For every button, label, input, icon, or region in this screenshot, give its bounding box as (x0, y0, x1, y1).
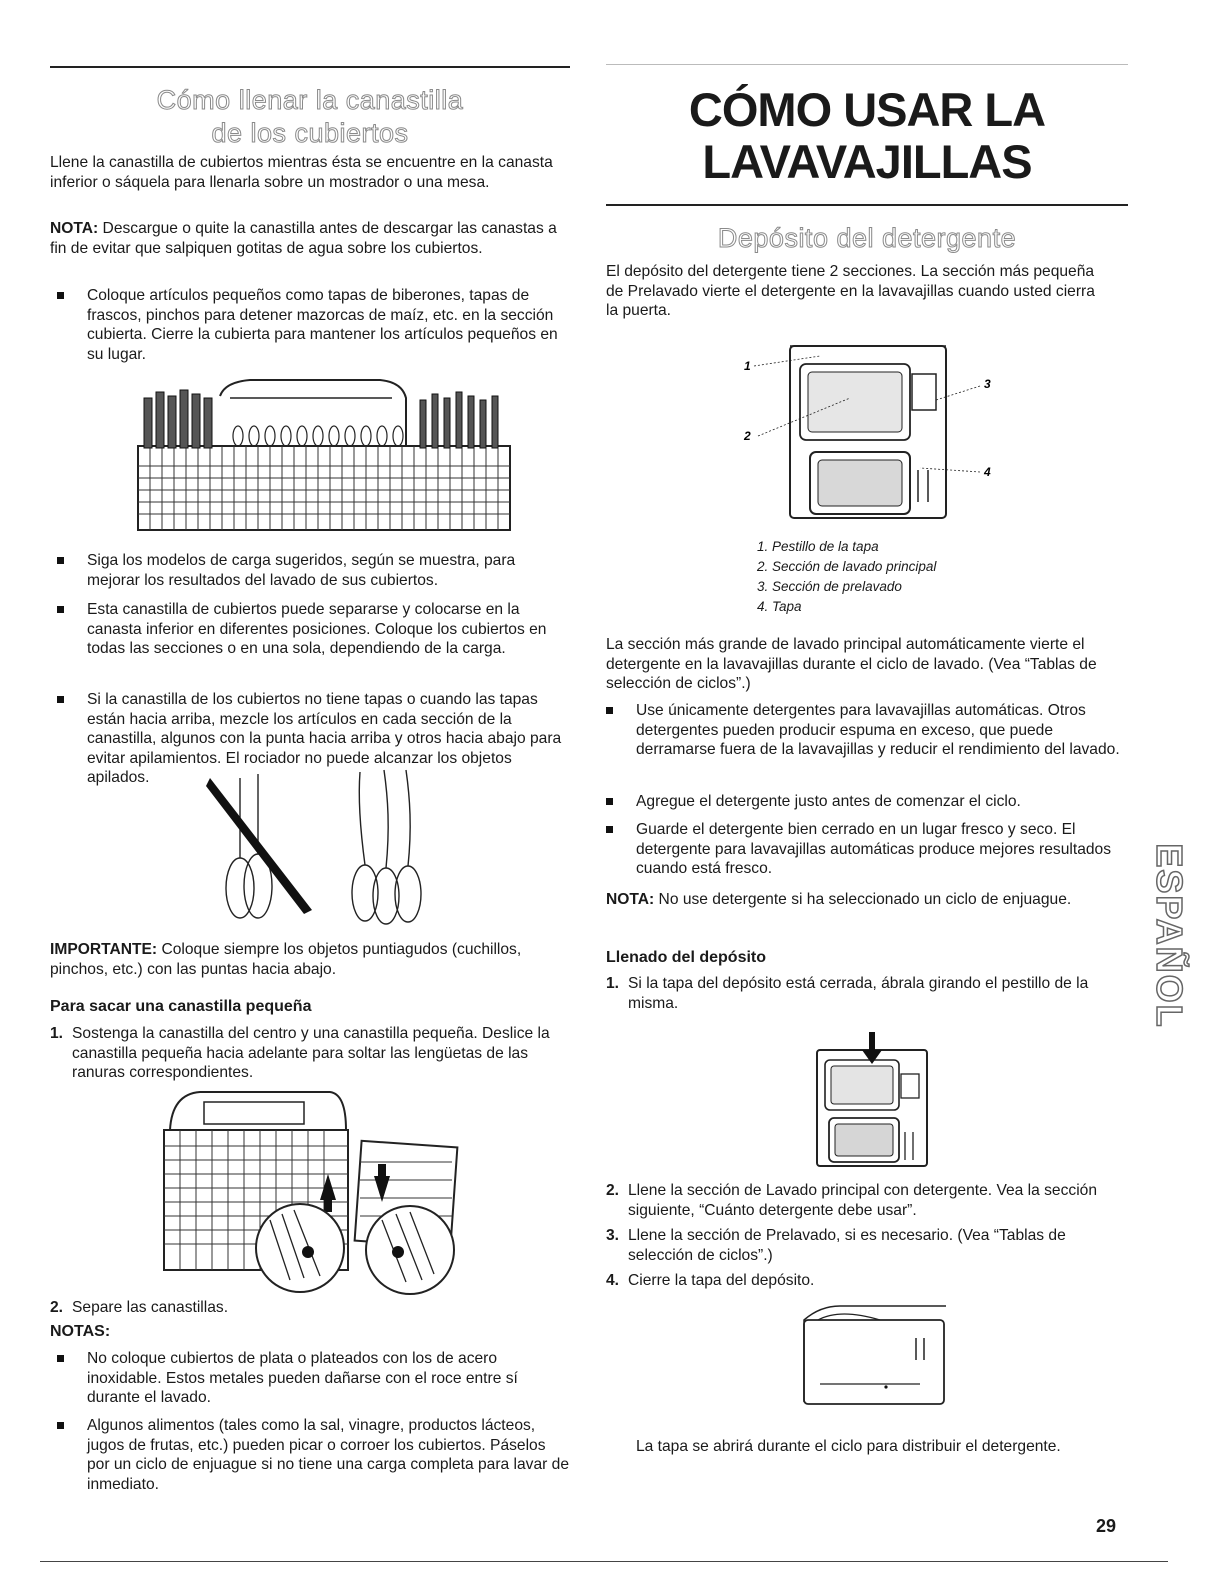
dispenser-diagram (740, 338, 1000, 523)
list-item: Esta canastilla de cubiertos puede separarse y colocarse en la canasta inferior en diferentes posiciones. Coloque los cubiertos en todas las secciones o en una sola, dependiendo de la carga. (57, 600, 570, 659)
list-item: Use únicamente detergentes para lavavajillas automáticas. Otros detergentes pueden producir espuma en exceso, que puede derramarse fuera de la lavavajillas y reducir el rendimiento del lavado. (606, 701, 1128, 760)
title-rule (606, 204, 1128, 206)
bottom-rule (40, 1561, 1168, 1562)
main-wash-paragraph: La sección más grande de lavado principal automáticamente vierte el detergente en la lavavajillas durante el ciclo de lavado. (Vea “Tablas de selección de ciclos”.) (606, 636, 1097, 692)
callout-1: 1 (744, 359, 751, 373)
bullet-icon (57, 1355, 64, 1362)
utensil-placement-illustration (200, 768, 430, 928)
note-label: NOTA: (50, 220, 99, 237)
list-item: Agregue el detergente justo antes de comenzar el ciclo. (606, 792, 1128, 812)
closed-lid-illustration (800, 1298, 950, 1410)
basket-separation-illustration (160, 1090, 460, 1295)
bullet-icon (57, 557, 64, 564)
dispenser-intro: El depósito del detergente tiene 2 secciones. La sección más pequeña de Prelavado vierte el detergente en la lavavajillas cuando usted cierra la puerta. (606, 263, 1095, 319)
note-text: Descargue o quite la canastilla antes de descargar las canastas a fin de evitar que salpiquen gotitas de agua sobre los cubiertos. (50, 220, 557, 257)
bullet-icon (57, 696, 64, 703)
list-item: 1. Si la tapa del depósito está cerrada, ábrala girando el pestillo de la misma. (606, 975, 1089, 1012)
bullet-icon (57, 292, 64, 299)
list-item: Si la canastilla de los cubiertos no tiene tapas o cuando las tapas están hacia arriba, mezcle los artículos en cada sección de la canastilla, algunos con la punta hacia arriba y otros hacia abajo para evitar apilamientos. El rociador no puede alcanzar los objetos apilados. (57, 690, 570, 788)
list-item: Coloque artículos pequeños como tapas de biberones, tapas de frascos, pinchos para detener mazorcas de maíz, etc. en la sección cubierta. Cierre la cubierta para mantener los artículos pequeños en su lugar. (57, 286, 570, 364)
list-item: Guarde el detergente bien cerrado en un lugar fresco y seco. El detergente para lavavajillas automáticas produce mejores resultados cuando está fresco. (606, 820, 1128, 879)
cutlery-intro: Llene la canastilla de cubiertos mientras ésta se encuentre en la canasta inferior o sáquela para llenarla sobre un mostrador o una mesa. (50, 154, 553, 191)
notes-label: NOTAS: (50, 1323, 111, 1340)
rinse-note: NOTA: No use detergente si ha seleccionado un ciclo de enjuague. (606, 891, 1072, 908)
closing-text: La tapa se abrirá durante el ciclo para distribuir el detergente. (636, 1438, 1061, 1455)
list-item: Siga los modelos de carga sugeridos, según se muestra, para mejorar los resultados del lavado de sus cubiertos. (57, 551, 570, 590)
left-top-rule (50, 66, 570, 68)
cutlery-note (50, 219, 572, 258)
page-number: 29 (1096, 1516, 1117, 1536)
list-item: 3. Llene la sección de Prelavado, si es necesario. (Vea “Tablas de selección de ciclos”.) (606, 1227, 1066, 1264)
list-item: Algunos alimentos (tales como la sal, vinagre, productos lácteos, jugos de frutas, etc.) pueden picar o corroer los cubiertos. Páselos por un ciclo de enjuague si no tiene una carga completa para lavar de inmediato. (57, 1416, 570, 1494)
section-title-cutlery-basket: Cómo llenar la canastilla de los cubiertos (156, 85, 464, 148)
list-item: 2. Llene la sección de Lavado principal con detergente. Vea la sección siguiente, “Cuánto detergente debe usar”. (606, 1182, 1097, 1219)
diagram-caption: 1. Pestillo de la tapa 2. Sección de lavado principal 3. Sección de prelavado 4. Tapa (757, 539, 937, 614)
bullet-icon (57, 606, 64, 613)
bullet-icon (606, 826, 613, 833)
section-title-detergent: Depósito del detergente (717, 223, 1017, 253)
callout-2: 2 (744, 429, 751, 443)
important-note: IMPORTANTE: Coloque siempre los objetos puntiagudos (cuchillos, pinchos, etc.) con las puntas hacia abajo. (50, 941, 522, 978)
list-item: 1. Sostenga la canastilla del centro y una canastilla pequeña. Deslice la canastilla pequeña hacia adelante para soltar las lengüetas de las ranuras correspondientes. (50, 1025, 550, 1081)
page-title: CÓMO USAR LA LAVAVAJILLAS (688, 83, 1046, 188)
right-top-rule (606, 64, 1128, 65)
open-latch-illustration (815, 1030, 935, 1170)
fill-dispenser-heading: Llenado del depósito (606, 949, 767, 966)
language-side-tab: ESPAÑOL (1149, 843, 1190, 1029)
cutlery-basket-illustration (130, 376, 520, 536)
important-label: IMPORTANTE: (50, 941, 158, 958)
remove-basket-heading: Para sacar una canastilla pequeña (50, 998, 312, 1015)
callout-4: 4 (984, 465, 991, 479)
bullet-icon (57, 1422, 64, 1429)
bullet-icon (606, 707, 613, 714)
list-item: 4. Cierre la tapa del depósito. (606, 1272, 815, 1289)
callout-3: 3 (984, 377, 991, 391)
list-item: 2. Separe las canastillas. (50, 1299, 229, 1316)
bullet-icon (606, 798, 613, 805)
list-item: No coloque cubiertos de plata o plateados con los de acero inoxidable. Estos metales pueden dañarse con el roce entre sí durante el lavado. (57, 1349, 570, 1408)
